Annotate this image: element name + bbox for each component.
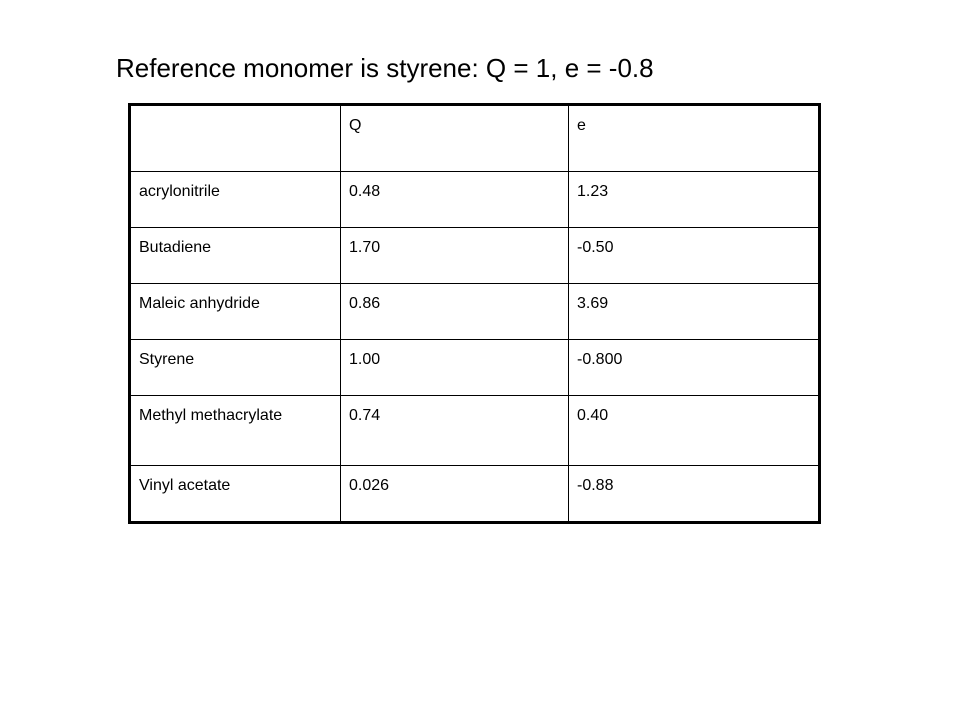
q-value-cell: 0.74 [341, 396, 569, 466]
header-cell-e: e [569, 105, 820, 172]
e-value-cell: 0.40 [569, 396, 820, 466]
header-cell-q: Q [341, 105, 569, 172]
monomer-name-cell: Butadiene [130, 228, 341, 284]
e-value-cell: -0.88 [569, 466, 820, 523]
q-value-cell: 0.026 [341, 466, 569, 523]
table-header-row [130, 105, 820, 172]
table-row [130, 466, 820, 523]
monomer-name-cell: Maleic anhydride [130, 284, 341, 340]
q-value-cell: 0.86 [341, 284, 569, 340]
e-value-cell: -0.800 [569, 340, 820, 396]
monomer-name-cell: acrylonitrile [130, 172, 341, 228]
monomer-name-cell: Vinyl acetate [130, 466, 341, 523]
qe-values-table [128, 103, 821, 524]
table-row [130, 284, 820, 340]
header-cell-monomer [130, 105, 341, 172]
table-row [130, 396, 820, 466]
q-value-cell: 0.48 [341, 172, 569, 228]
monomer-name-cell: Methyl methacrylate [130, 396, 341, 466]
table-row [130, 172, 820, 228]
q-value-cell: 1.70 [341, 228, 569, 284]
table-row [130, 340, 820, 396]
e-value-cell: 3.69 [569, 284, 820, 340]
e-value-cell: 1.23 [569, 172, 820, 228]
monomer-name-cell: Styrene [130, 340, 341, 396]
slide-title: Reference monomer is styrene: Q = 1, e = -0.8 [116, 53, 654, 83]
e-value-cell: -0.50 [569, 228, 820, 284]
q-value-cell: 1.00 [341, 340, 569, 396]
table-row [130, 228, 820, 284]
